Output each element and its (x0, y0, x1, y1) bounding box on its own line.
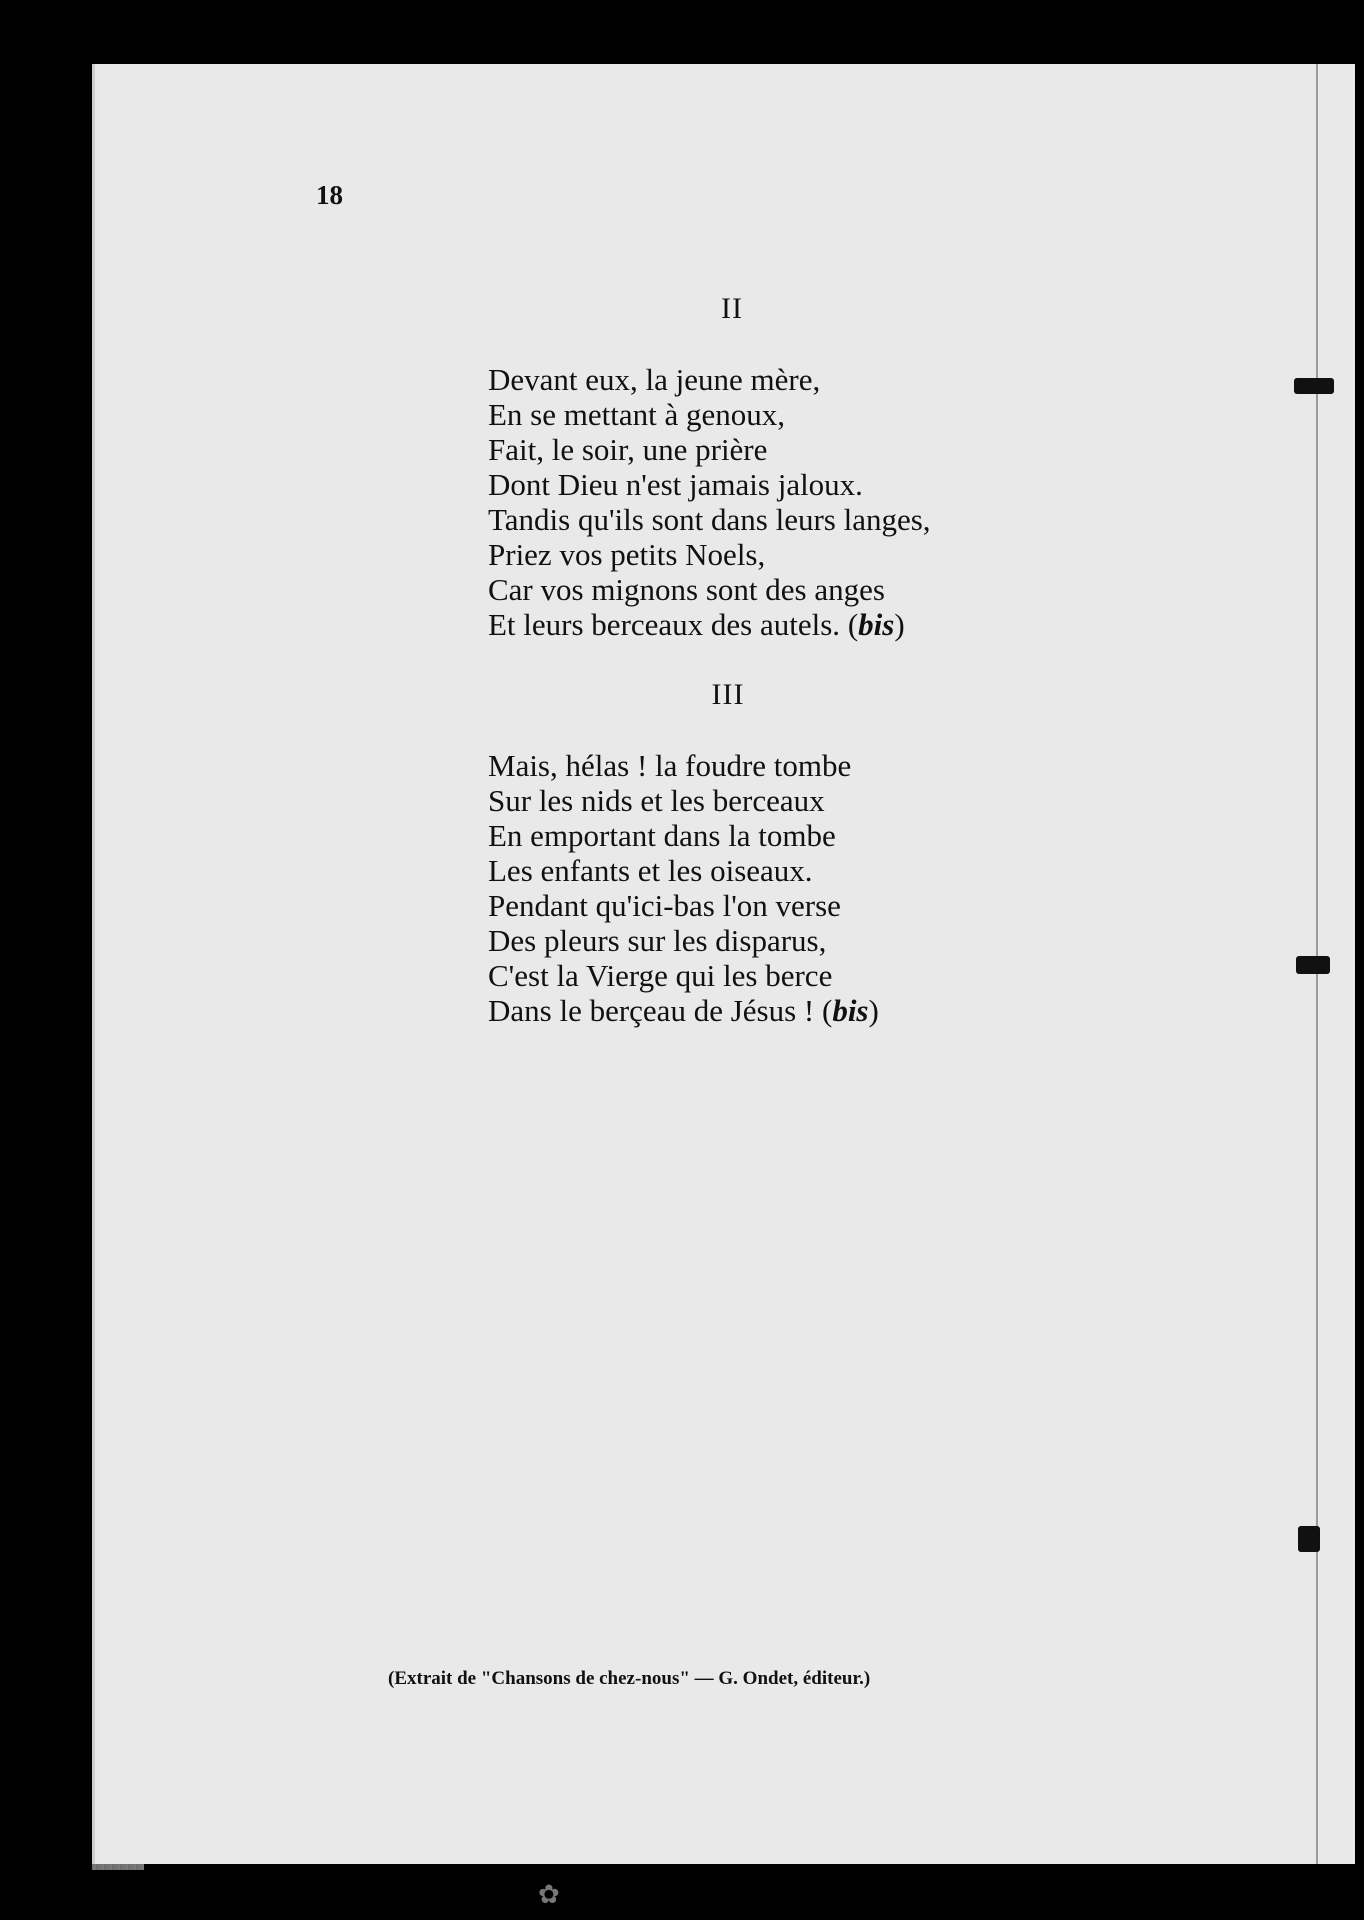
bis-note: bis (858, 607, 895, 642)
verse-line: Priez vos petits Noels, (488, 537, 766, 572)
verse-text: Et leurs berceaux des autels. (488, 607, 841, 642)
verse-line: Car vos mignons sont des anges (488, 572, 885, 607)
verse-line: Fait, le soir, une prière (488, 432, 768, 467)
verse-line: Devant eux, la jeune mère, (488, 362, 821, 397)
source-footer: (Extrait de "Chansons de chez-nous" — G. Ondet, éditeur.) (388, 1668, 871, 1689)
verse-line: En emportant dans la tombe (488, 818, 836, 853)
stanza-3 (488, 748, 879, 1028)
verse-line-last: Et leurs berceaux des autels. (bis) (488, 607, 905, 642)
page-number: 18 (316, 180, 343, 210)
binding-mark (1296, 956, 1330, 974)
verse-line: Dont Dieu n'est jamais jaloux. (488, 467, 863, 502)
stanza-2 (488, 362, 931, 642)
verse-line: Pendant qu'ici-bas l'on verse (488, 888, 841, 923)
verse-line: C'est la Vierge qui les berce (488, 958, 833, 993)
stanza-3-numeral: III (711, 678, 745, 711)
verse-line: Mais, hélas ! la foudre tombe (488, 748, 852, 783)
verse-line: Tandis qu'ils sont dans leurs langes, (488, 502, 931, 537)
bis-note: bis (832, 993, 869, 1028)
verse-line: En se mettant à genoux, (488, 397, 785, 432)
verse-line: Sur les nids et les berceaux (488, 783, 825, 818)
binding-mark (1298, 1526, 1320, 1552)
verse-line: Des pleurs sur les disparus, (488, 923, 827, 958)
verse-line: Les enfants et les oiseaux. (488, 853, 813, 888)
verse-line-last: Dans le berçeau de Jésus ! (bis) (488, 993, 879, 1028)
verse-text: Dans le berçeau de Jésus ! (488, 993, 815, 1028)
scan-blemish-icon: ✿ (538, 1880, 560, 1909)
stanza-2-numeral: II (721, 292, 743, 325)
binding-mark (1294, 378, 1334, 394)
